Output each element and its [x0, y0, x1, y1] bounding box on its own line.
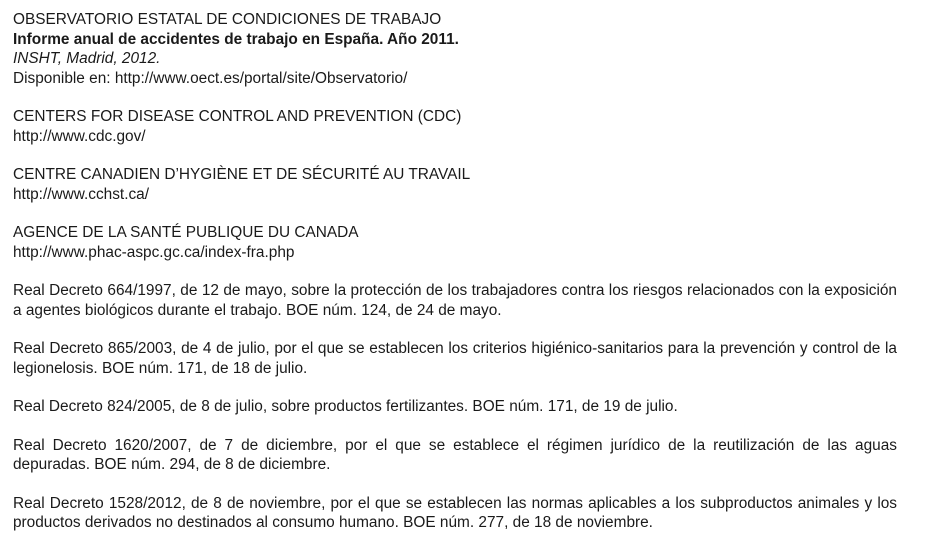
decree-rd-1528-2012: Real Decreto 1528/2012, de 8 de noviembre, por el que se establecen las normas aplicables a los subproductos animales y los productos derivados no destinados al consumo humano. BOE núm. 277, de 18 de noviembre. — [13, 494, 897, 531]
reference-org-name: OBSERVATORIO ESTATAL DE CONDICIONES DE TRABAJO — [13, 11, 442, 28]
decree-rd-824-2005: Real Decreto 824/2005, de 8 de julio, sobre productos fertilizantes. BOE núm. 171, de 19 de julio. — [13, 398, 678, 415]
reference-org-name: AGENCE DE LA SANTÉ PUBLIQUE DU CANADA — [13, 224, 359, 241]
reference-url: http://www.cchst.ca/ — [13, 185, 149, 203]
reference-cdc — [13, 107, 933, 146]
decree-rd-865-2003: Real Decreto 865/2003, de 4 de julio, por el que se establecen los criterios higiénico-sanitarios para la prevención y control de la legionelosis. BOE núm. 171, de 18 de julio. — [13, 340, 897, 377]
reference-url: http://www.cdc.gov/ — [13, 127, 146, 145]
reference-list — [13, 10, 933, 552]
reference-oect — [13, 10, 933, 88]
reference-org-name: CENTRE CANADIEN D’HYGIÈNE ET DE SÉCURITÉ AU TRAVAIL — [13, 166, 471, 183]
decree-rd-1620-2007: Real Decreto 1620/2007, de 7 de diciembre, por el que se establece el régimen jurídico de la reutilización de las aguas depuradas. BOE núm. 294, de 8 de diciembre. — [13, 436, 897, 473]
reference-cchst — [13, 165, 933, 204]
reference-publisher: INSHT, Madrid, 2012. — [13, 50, 161, 67]
reference-org-name: CENTERS FOR DISEASE CONTROL AND PREVENTION (CDC) — [13, 108, 462, 125]
reference-url: http://www.phac-aspc.gc.ca/index-fra.php — [13, 243, 295, 261]
reference-phac — [13, 223, 933, 262]
reference-title: Informe anual de accidentes de trabajo en España. Año 2011. — [13, 30, 459, 48]
decree-rd-664-1997: Real Decreto 664/1997, de 12 de mayo, sobre la protección de los trabajadores contra los riesgos relacionados con la exposición a agentes biológicos durante el trabajo. BOE núm. 124, de 24 de mayo. — [13, 282, 897, 319]
reference-availability: Disponible en: http://www.oect.es/portal/site/Observatorio/ — [13, 69, 408, 87]
